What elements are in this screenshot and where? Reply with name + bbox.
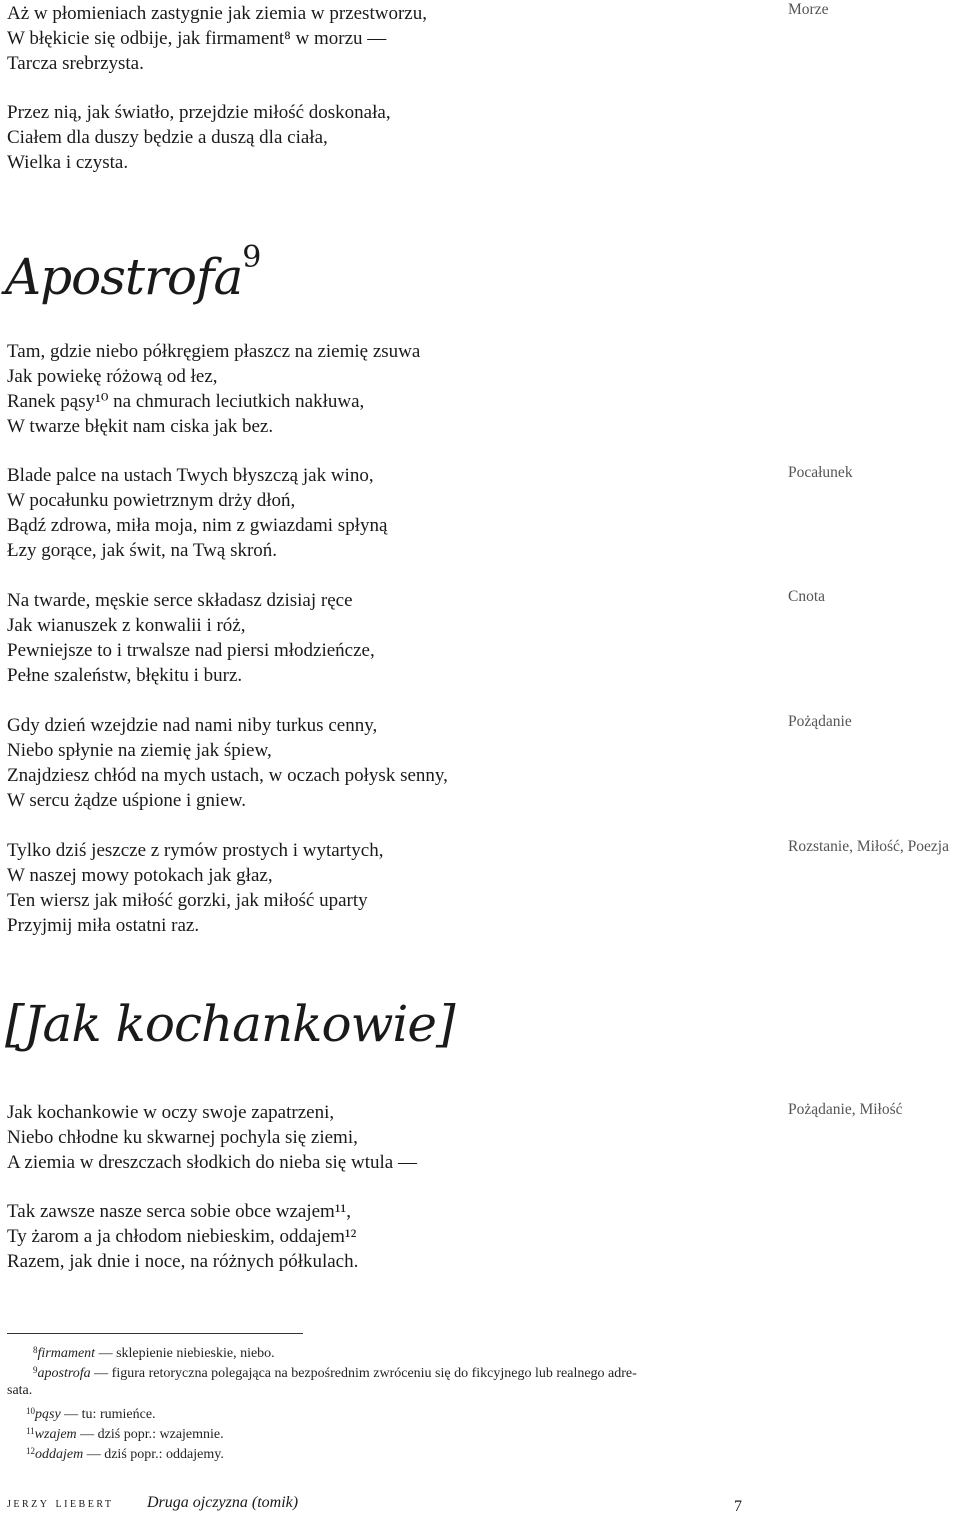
verse-line: Razem, jak dnie i noce, na różnych półkulach. [7,1251,359,1272]
verse-line: W błękicie się odbije, jak firmament⁸ w morzu — [7,28,387,49]
verse-line: Blade palce na ustach Twych błyszczą jak wino, [7,465,374,486]
verse-line: Przyjmij miła ostatni raz. [7,915,200,936]
margin-note: Cnota [788,588,826,605]
verse-line: Łzy gorące, jak świt, na Twą skroń. [7,540,278,561]
poem-title-text: Apostrofa [5,248,243,306]
footnote-text: — dziś popr.: oddajemy. [83,1447,224,1462]
footnote-text: — dziś popr.: wzajemnie. [76,1427,224,1442]
verse-line: W pocałunku powietrznym drży dłoń, [7,490,296,511]
verse-line: Jak kochankowie w oczy swoje zapatrzeni, [7,1102,335,1123]
verse-line: Bądź zdrowa, miła moja, nim z gwiazdami spłyną [7,515,388,536]
margin-note: Rozstanie, Miłość, Poezja [788,838,949,855]
margin-note: Pocałunek [788,464,853,481]
footnote-number: 9 [33,1365,38,1375]
verse-line: Ten wiersz jak miłość gorzki, jak miłość uparty [7,890,368,911]
verse-line: Ciałem dla duszy będzie a duszą dla ciała, [7,127,328,148]
poem-title [5,994,454,1054]
verse-line: Tak zawsze nasze serca sobie obce wzajem¹¹, [7,1201,351,1222]
verse-line: Pewniejsze to i trwalsze nad piersi młodzieńcze, [7,640,375,661]
footer-author: jerzy liebert [7,1496,114,1511]
margin-note: Pożądanie [788,713,852,730]
footnote-term: pąsy [35,1407,61,1422]
verse-line: Jak powiekę różową od łez, [7,366,218,387]
footer-book-title: Druga ojczyzna (tomik) [147,1494,299,1511]
verse-line: A ziemia w dreszczach słodkich do nieba się wtula — [7,1152,417,1173]
verse-line: W naszej mowy potokach jak głaz, [7,865,273,886]
footnote [26,1422,224,1444]
verse-line: Ranek pąsy¹⁰ na chmurach leciutkich nakłuwa, [7,391,365,412]
verse-line: Aż w płomieniach zastygnie jak ziemia w przestworzu, [7,3,427,24]
margin-note: Pożądanie, Miłość [788,1101,903,1118]
margin-note: Morze [788,1,829,18]
verse-line: W twarze błękit nam ciska jak bez. [7,416,274,437]
verse-line: W sercu żądze uśpione i gniew. [7,790,246,811]
verse-line: Tam, gdzie niebo półkręgiem płaszcz na ziemię zsuwa [7,341,421,362]
footnote-divider [7,1333,303,1334]
footnote-text: — figura retoryczna polegająca na bezpośrednim zwróceniu się do fikcyjnego lub realnego adre- [90,1366,637,1381]
footnote-number: 12 [26,1446,35,1456]
footnote [33,1361,637,1383]
verse-line: Tarcza srebrzysta. [7,53,144,74]
poem-title [5,228,260,307]
poem-title-text: [Jak kochankowie] [5,995,455,1053]
footnote [26,1402,156,1424]
verse-line: Tylko dziś jeszcze z rymów prostych i wytartych, [7,840,384,861]
verse-line: Przez nią, jak światło, przejdzie miłość doskonała, [7,102,391,123]
verse-line: Niebo chłodne ku skwarnej pochyla się ziemi, [7,1127,358,1148]
footnote-number: 11 [26,1426,35,1436]
footnote-continuation: sata. [7,1383,33,1398]
footnote-text: — tu: rumieńce. [60,1407,156,1422]
footnote [33,1341,275,1363]
footnote-number: 10 [26,1406,35,1416]
verse-line: Ty żarom a ja chłodom niebieskim, oddajem¹² [7,1226,357,1247]
verse-line: Wielka i czysta. [7,152,129,173]
footnote-term: apostrofa [37,1366,91,1381]
verse-line: Na twarde, męskie serce składasz dzisiaj ręce [7,590,353,611]
footnote-text: — sklepienie niebieskie, niebo. [95,1346,275,1361]
verse-line: Znajdziesz chłód na mych ustach, w oczach połysk senny, [7,765,448,786]
verse-line: Gdy dzień wzejdzie nad nami niby turkus cenny, [7,715,378,736]
footnote-number: 8 [33,1345,38,1355]
footnote-term: firmament [37,1346,96,1361]
footnote-ref[interactable]: 9 [242,240,261,275]
verse-line: Jak wianuszek z konwalii i róż, [7,615,246,636]
verse-line: Pełne szaleństw, błękitu i burz. [7,665,243,686]
footnote-term: oddajem [35,1447,84,1462]
footnote [26,1442,224,1464]
footnote-term: wzajem [34,1427,77,1442]
verse-line: Niebo spłynie na ziemię jak śpiew, [7,740,272,761]
page-number: 7 [734,1498,742,1515]
